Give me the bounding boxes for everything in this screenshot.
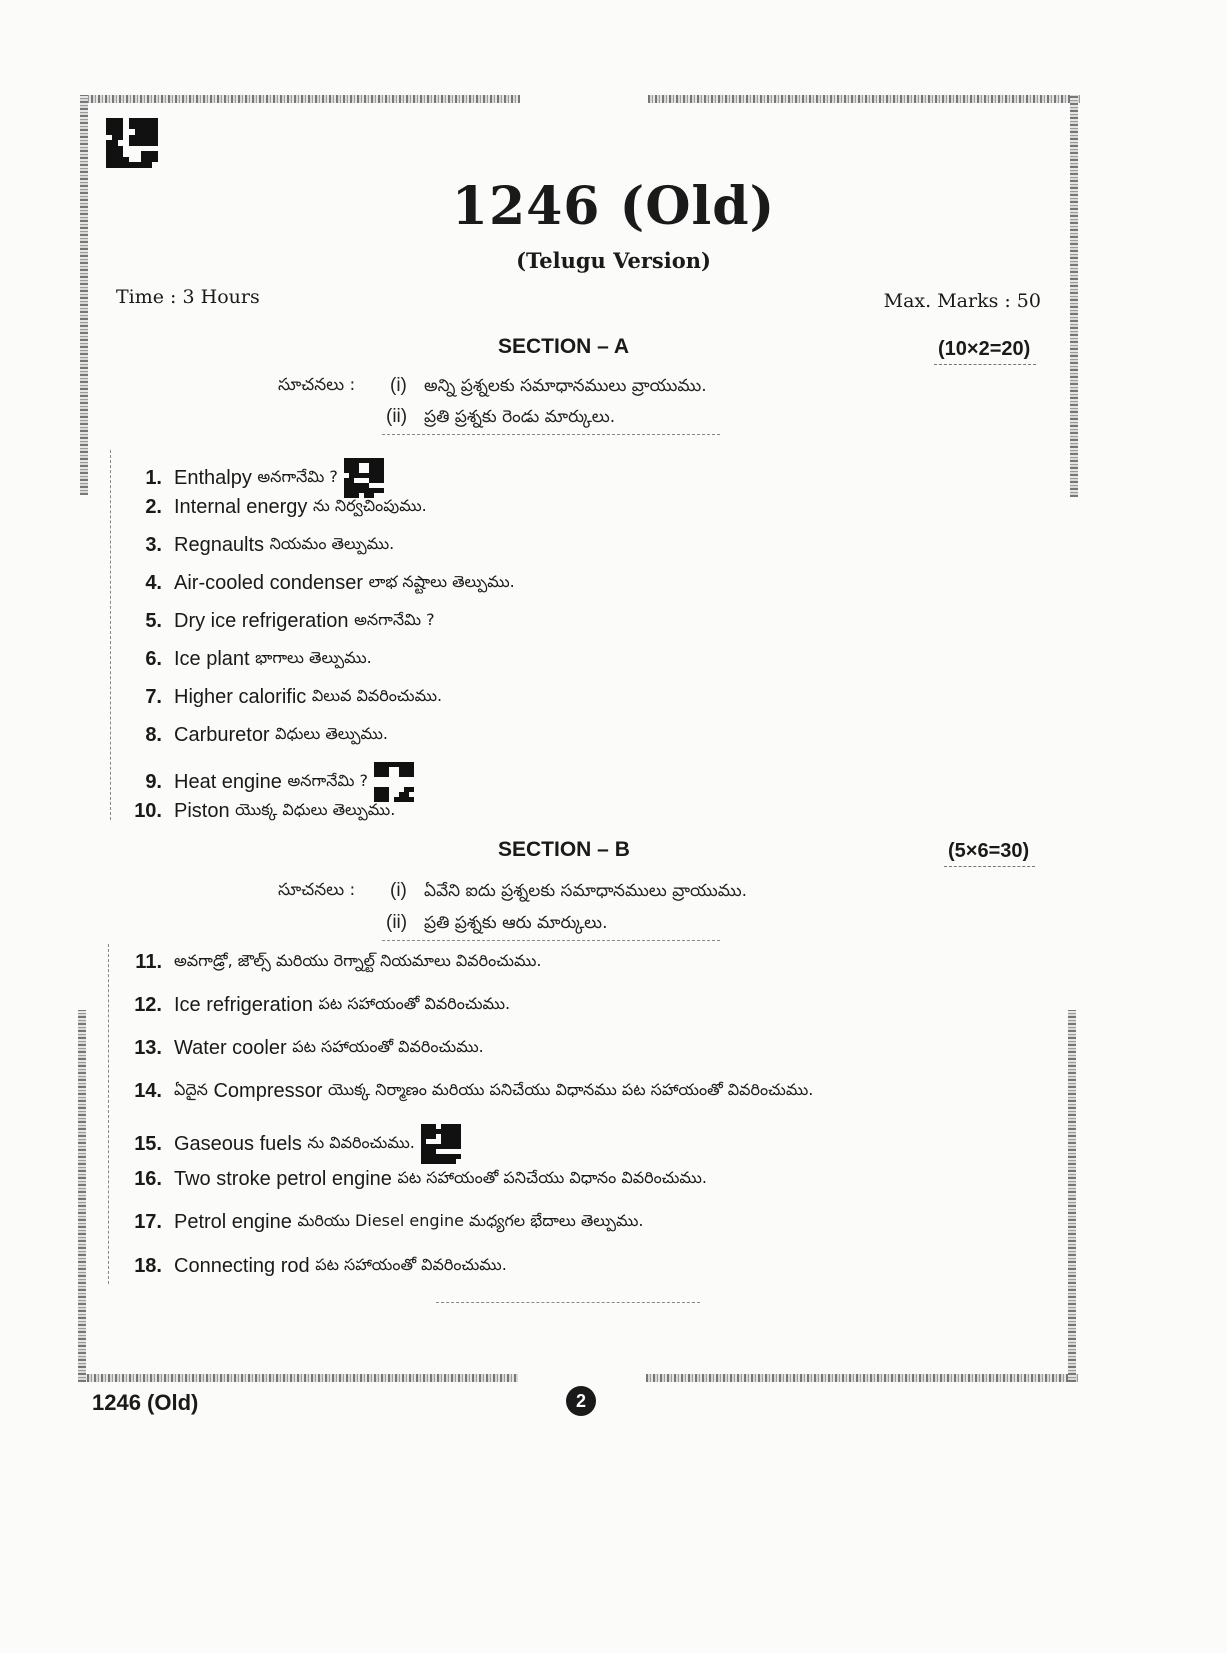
question-number: 12. <box>134 994 162 1016</box>
question-number: 11. <box>135 951 162 973</box>
question-item <box>128 1255 507 1278</box>
question-text-telugu: పట సహాయంతో వివరించుము. <box>315 1255 507 1274</box>
border-left-top <box>80 95 88 495</box>
section-b-instruction-num: (i) <box>390 880 407 901</box>
question-text-telugu: యొక్క విధులు తెల్పుము. <box>235 800 396 819</box>
border-right-bottom <box>1068 1010 1076 1382</box>
question-text-telugu: యొక్క నిర్మాణం మరియు పనిచేయు విధానము పట సహాయంతో వివరించుము. <box>327 1080 814 1099</box>
qr-code-icon <box>421 1124 461 1164</box>
question-item <box>128 1080 813 1103</box>
question-text-telugu: అవగాడ్రో, జౌల్స్ మరియు రెగ్నాల్ట్ నియమాలు వివరించుము. <box>174 951 542 970</box>
question-text: Air-cooled condenser <box>174 572 363 594</box>
version-label: (Telugu Version) <box>516 248 711 273</box>
question-number: 6. <box>145 648 162 670</box>
border-left-bottom <box>78 1010 86 1382</box>
question-text-telugu: అనగానేమి ? <box>257 466 338 486</box>
question-text-telugu: పట సహాయంతో వివరించుము. <box>318 994 511 1013</box>
question-number: 7. <box>145 686 162 708</box>
end-divider <box>436 1302 700 1303</box>
border-right-top <box>1070 95 1078 497</box>
question-text: Regnaults <box>174 534 265 556</box>
border-top-left <box>84 95 520 103</box>
footer-paper-code: 1246 (Old) <box>92 1390 199 1415</box>
question-text: Water cooler <box>174 1037 287 1059</box>
section-a-instruction-label: సూచనలు : <box>278 375 356 395</box>
question-number: 13. <box>134 1037 162 1059</box>
question-text-telugu: విధులు తెల్పుము. <box>275 724 389 743</box>
question-number: 4. <box>145 572 162 594</box>
question-number: 9. <box>145 770 162 793</box>
border-bottom-left <box>80 1374 518 1382</box>
question-item <box>128 762 414 802</box>
question-item <box>128 1211 644 1234</box>
section-b-instruction-label: సూచనలు : <box>278 880 356 900</box>
divider <box>382 434 720 435</box>
question-text: Ice plant <box>174 648 250 670</box>
margin-line <box>108 944 109 1284</box>
question-text-telugu: అనగానేమి ? <box>287 770 368 790</box>
question-item <box>128 1037 484 1060</box>
question-item <box>128 951 542 974</box>
section-a-instruction-num: (i) <box>390 375 407 396</box>
question-text: Petrol engine <box>174 1211 292 1233</box>
question-text-telugu: పట సహాయంతో పనిచేయు విధానం వివరించుము. <box>397 1168 707 1187</box>
border-bottom-right <box>646 1374 1078 1382</box>
question-text-telugu: ను నిర్వచింపుము. <box>312 496 427 515</box>
section-a-title: SECTION – A <box>498 335 630 358</box>
question-item <box>128 572 515 595</box>
border-top-right <box>648 95 1080 103</box>
divider <box>382 940 720 941</box>
question-item <box>128 994 510 1017</box>
question-number: 3. <box>145 534 162 556</box>
barcode-icon <box>106 118 158 168</box>
question-item <box>128 686 442 709</box>
question-text: Two stroke petrol engine <box>174 1168 392 1190</box>
question-number: 18. <box>134 1255 162 1277</box>
question-number: 17. <box>134 1211 162 1233</box>
question-number: 15. <box>134 1132 162 1155</box>
question-number: 5. <box>145 610 162 632</box>
question-item <box>128 1124 461 1164</box>
section-b-title: SECTION – B <box>498 838 630 861</box>
question-text: Carburetor <box>174 724 270 746</box>
qr-code-icon <box>344 458 384 498</box>
question-text: Ice refrigeration <box>174 994 313 1016</box>
question-text-telugu: లాభ నష్టాలు తెల్పుము. <box>368 572 515 591</box>
question-text-telugu: ఏదైన <box>174 1080 208 1099</box>
question-number: 2. <box>145 496 162 518</box>
question-text-telugu: ను వివరించుము. <box>307 1132 415 1152</box>
question-item <box>128 648 372 671</box>
page-number: 2 <box>566 1386 596 1416</box>
question-text: Piston <box>174 800 230 822</box>
question-item <box>128 724 388 747</box>
question-text: Gaseous fuels <box>174 1132 302 1155</box>
question-text: Enthalpy <box>174 466 252 489</box>
question-item <box>128 496 427 519</box>
section-b-instruction-num: (ii) <box>386 912 408 933</box>
question-item <box>128 800 395 823</box>
time-label: Time : 3 Hours <box>116 286 260 308</box>
section-a-instruction-num: (ii) <box>386 406 408 427</box>
section-a-marks: (10×2=20) <box>938 338 1031 360</box>
question-item <box>128 534 394 557</box>
question-item <box>128 1168 707 1191</box>
question-text-telugu: భాగాలు తెల్పుము. <box>255 648 372 667</box>
question-text: Dry ice refrigeration <box>174 610 349 632</box>
question-item <box>128 610 435 633</box>
margin-line <box>110 450 111 820</box>
question-text: Higher calorific <box>174 686 307 708</box>
question-text-telugu: అనగానేమి ? <box>354 610 435 629</box>
question-text: Heat engine <box>174 770 282 793</box>
question-number: 10. <box>134 800 162 822</box>
max-marks-label: Max. Marks : 50 <box>883 290 1041 312</box>
question-text: Internal energy <box>174 496 308 518</box>
question-number: 16. <box>134 1168 162 1190</box>
question-text: Connecting rod <box>174 1255 310 1277</box>
paper-title: 1246 (Old) <box>451 176 776 237</box>
question-text-telugu: విలువ వివరించుము. <box>311 686 443 705</box>
question-number: 1. <box>145 466 162 489</box>
question-text: Compressor <box>213 1080 323 1102</box>
section-b-instruction-text: ప్రతి ప్రశ్నకు ఆరు మార్కులు. <box>424 913 608 933</box>
question-text-telugu: మరియు Diesel engine మధ్యగల భేదాలు తెల్పుము. <box>297 1211 644 1230</box>
section-a-instruction-text: ప్రతి ప్రశ్నకు రెండు మార్కులు. <box>424 407 616 427</box>
question-text-telugu: నియమం తెల్పుము. <box>269 534 395 553</box>
section-a-instruction-text: అన్ని ప్రశ్నలకు సమాధానములు వ్రాయుము. <box>424 376 707 396</box>
section-b-instruction-text: ఏవేని ఐదు ప్రశ్నలకు సమాధానములు వ్రాయుము. <box>424 881 748 901</box>
question-number: 14. <box>134 1080 162 1102</box>
question-number: 8. <box>145 724 162 746</box>
qr-code-icon <box>374 762 414 802</box>
question-text-telugu: పట సహాయంతో వివరించుము. <box>292 1037 484 1056</box>
question-item <box>128 458 384 498</box>
section-b-marks: (5×6=30) <box>948 840 1030 862</box>
